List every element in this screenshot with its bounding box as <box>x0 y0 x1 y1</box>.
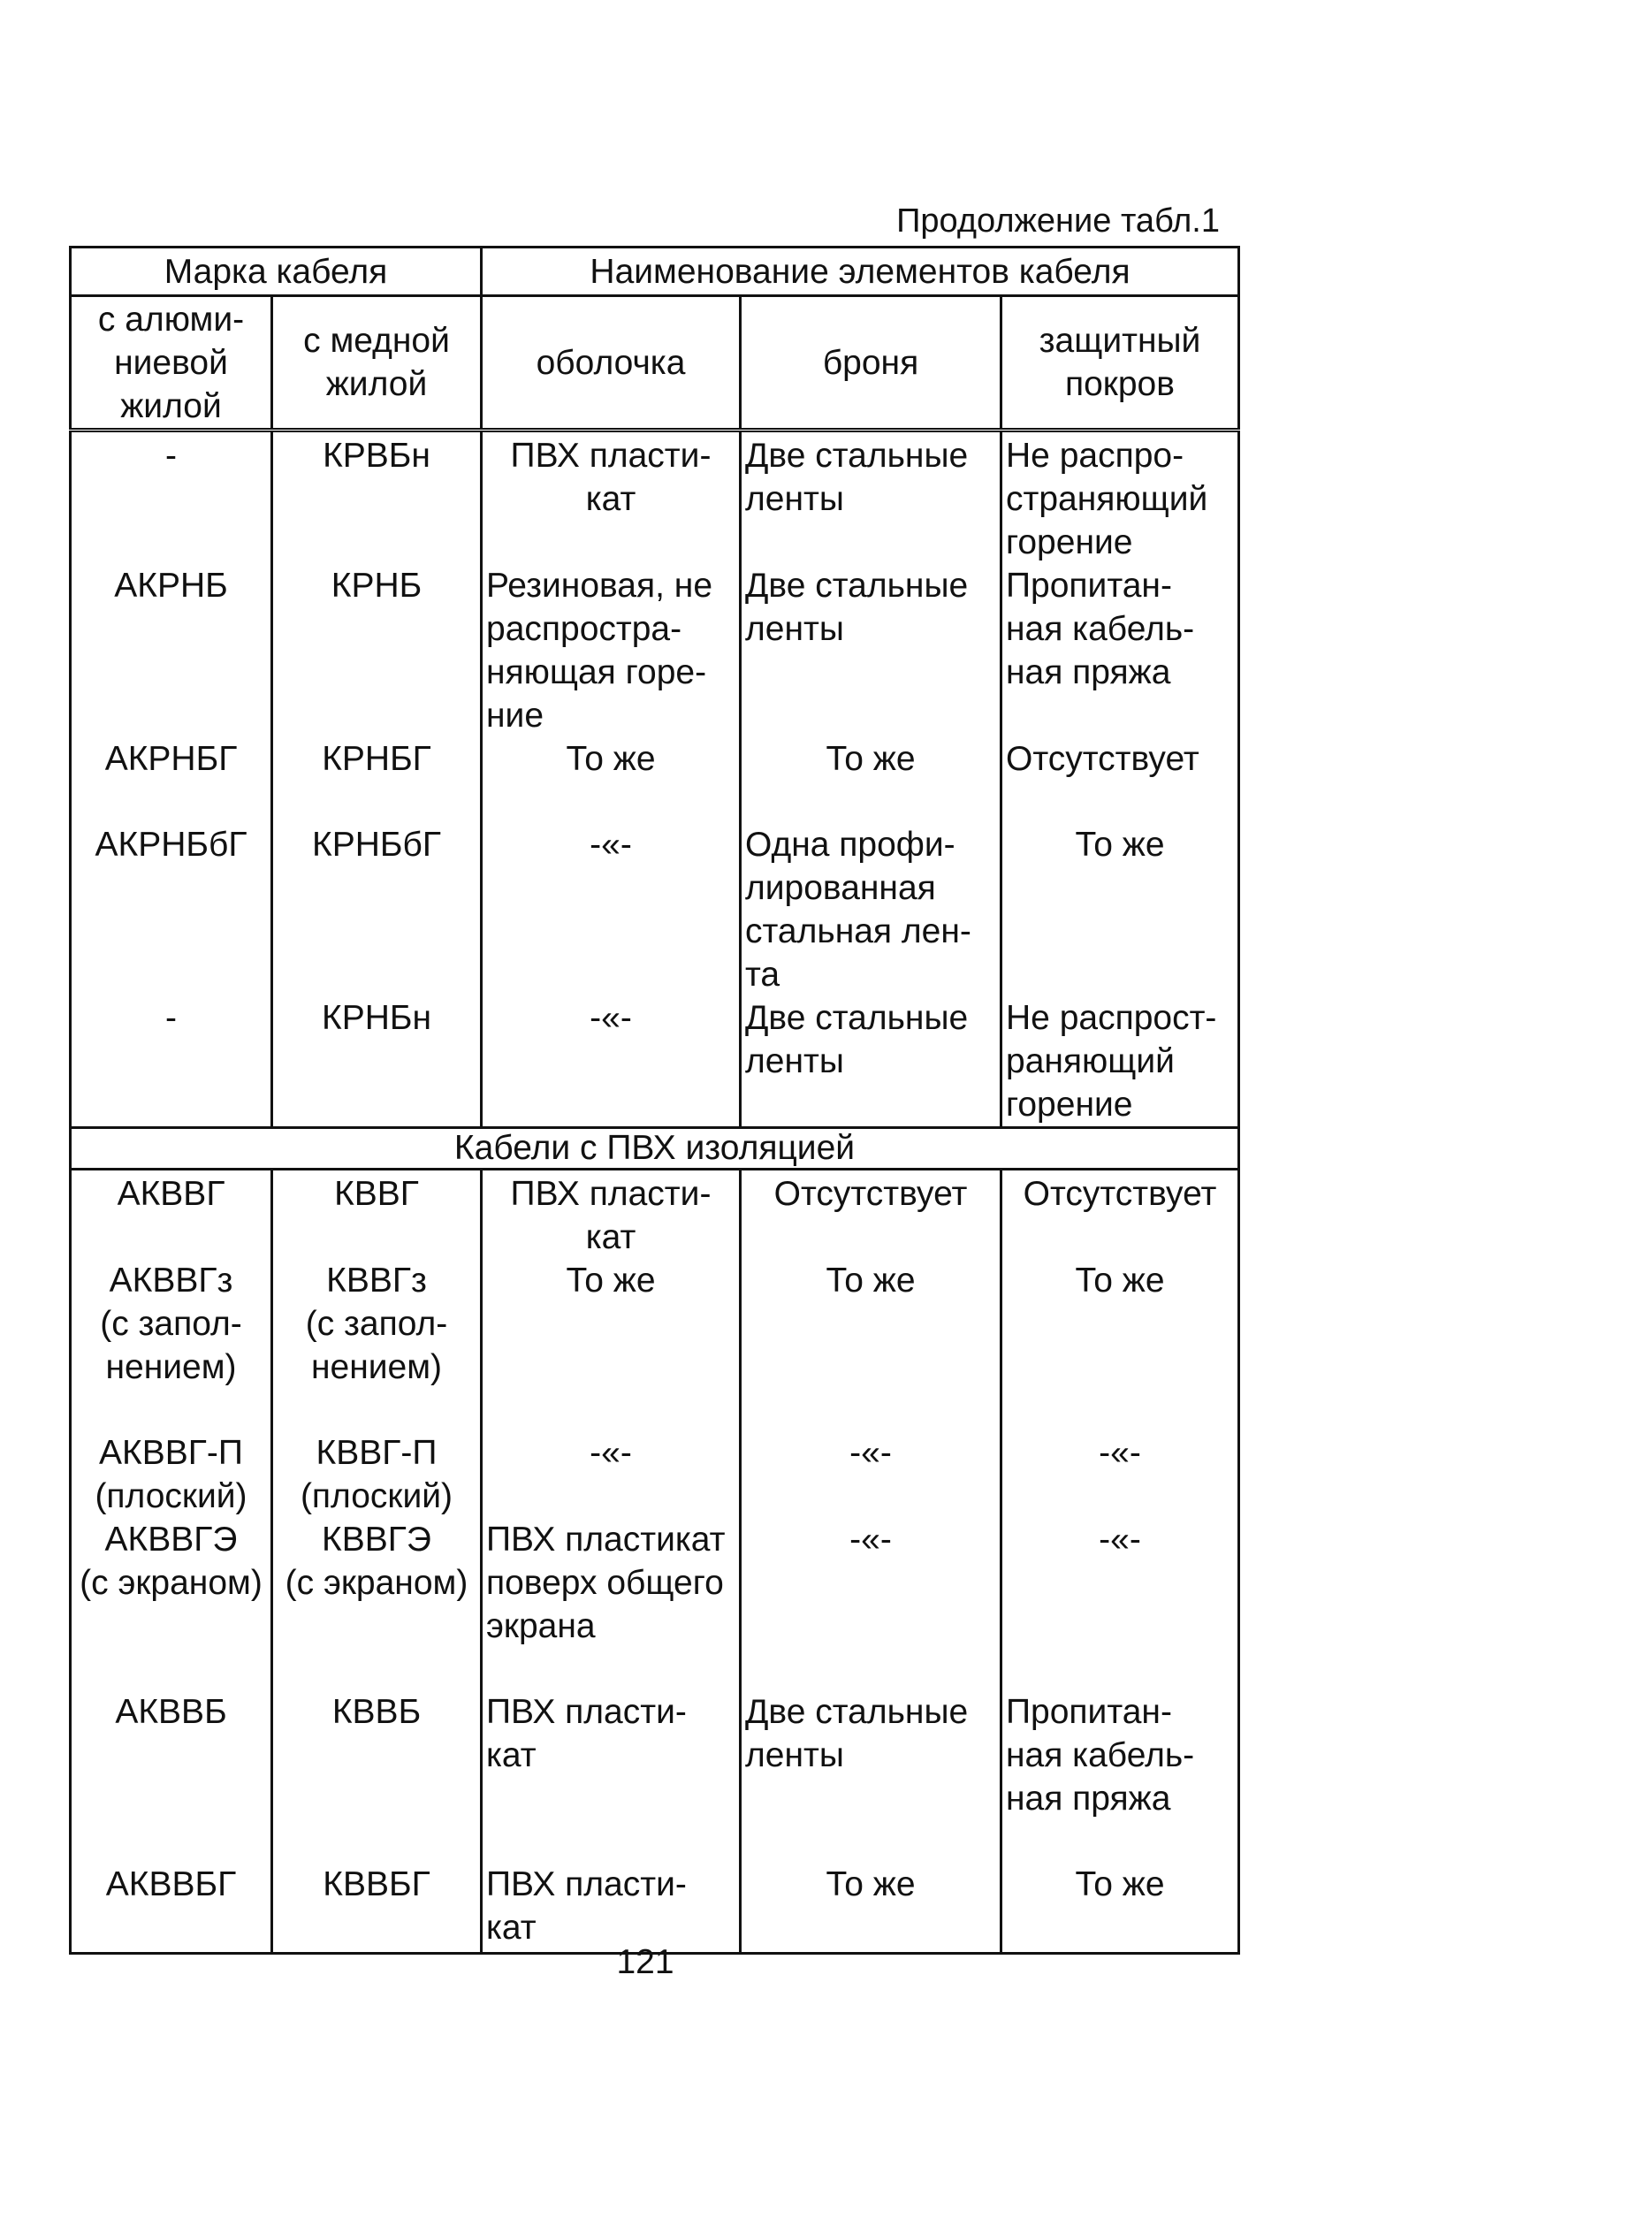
cell-aluminum-brand: АКВВГз (с запол- нением) <box>71 1259 272 1431</box>
cell-aluminum-brand: - <box>71 431 272 565</box>
cell-copper-brand: КВВГз (с запол- нением) <box>272 1259 482 1431</box>
cell-aluminum-brand: АКРНБ <box>71 564 272 737</box>
cell-protective-cover: -«- <box>1001 1518 1239 1690</box>
header-col-cover: защитный покров <box>1001 296 1239 431</box>
cell-protective-cover: То же <box>1001 1259 1239 1431</box>
cell-sheath: -«- <box>482 996 741 1128</box>
cell-aluminum-brand: АКВВБГ <box>71 1863 272 1954</box>
cell-copper-brand: КВВГЭ (с экраном) <box>272 1518 482 1690</box>
cell-armor: Две стальные ленты <box>741 1690 1001 1863</box>
header-cable-brand: Марка кабеля <box>71 248 482 296</box>
cell-sheath: ПВХ пласти- кат <box>482 1690 741 1863</box>
header-col-sheath: оболочка <box>482 296 741 431</box>
cell-armor: Две стальные ленты <box>741 996 1001 1128</box>
cable-spec-table <box>69 246 1240 1955</box>
cell-armor: -«- <box>741 1518 1001 1690</box>
table-row <box>71 823 1239 996</box>
section-title-pvc-insulation: Кабели с ПВХ изоляцией <box>71 1128 1239 1170</box>
table-row <box>71 431 1239 565</box>
table-row <box>71 737 1239 823</box>
cell-armor: То же <box>741 1863 1001 1954</box>
table-caption: Продолжение табл.1 <box>896 202 1220 240</box>
cell-copper-brand: КВВБГ <box>272 1863 482 1954</box>
header-cable-elements: Наименование элементов кабеля <box>482 248 1239 296</box>
cell-copper-brand: КВВГ-П (плоский) <box>272 1431 482 1518</box>
cell-copper-brand: КРВБн <box>272 431 482 565</box>
table-row <box>71 1431 1239 1518</box>
cell-sheath: -«- <box>482 823 741 996</box>
table-row <box>71 1863 1239 1954</box>
cell-copper-brand: КРНБГ <box>272 737 482 823</box>
cell-protective-cover: То же <box>1001 1863 1239 1954</box>
cell-sheath: ПВХ пласти- кат <box>482 431 741 565</box>
cell-armor: Одна профи- лированная стальная лен- та <box>741 823 1001 996</box>
cell-sheath: То же <box>482 1259 741 1431</box>
cell-armor: -«- <box>741 1431 1001 1518</box>
header-col-aluminum: с алюми- ниевой жилой <box>71 296 272 431</box>
cell-aluminum-brand: АКВВГ-П (плоский) <box>71 1431 272 1518</box>
cell-protective-cover: Пропитан- ная кабель- ная пряжа <box>1001 1690 1239 1863</box>
cell-armor: Две стальные ленты <box>741 431 1001 565</box>
cell-sheath: ПВХ пластикат поверх общего экрана <box>482 1518 741 1690</box>
table-row <box>71 564 1239 737</box>
section-heading-row <box>71 1128 1239 1170</box>
cell-copper-brand: КРНБ <box>272 564 482 737</box>
cell-sheath: -«- <box>482 1431 741 1518</box>
cell-protective-cover: Не распро- страняющий горение <box>1001 431 1239 565</box>
cell-copper-brand: КВВГ <box>272 1170 482 1260</box>
cell-aluminum-brand: - <box>71 996 272 1128</box>
cell-protective-cover: То же <box>1001 823 1239 996</box>
header-columns-row <box>71 296 1239 431</box>
header-col-armor: броня <box>741 296 1001 431</box>
cell-armor: Отсутствует <box>741 1170 1001 1260</box>
cell-aluminum-brand: АКРНБбГ <box>71 823 272 996</box>
cell-protective-cover: Отсутствует <box>1001 1170 1239 1260</box>
page-number: 121 <box>616 1943 674 1981</box>
cell-aluminum-brand: АКРНБГ <box>71 737 272 823</box>
cell-armor: То же <box>741 737 1001 823</box>
header-group-row <box>71 248 1239 296</box>
cell-protective-cover: Не распрост- раняющий горение <box>1001 996 1239 1128</box>
cell-copper-brand: КРНБбГ <box>272 823 482 996</box>
cell-sheath: ПВХ пласти- кат <box>482 1863 741 1954</box>
cell-protective-cover: -«- <box>1001 1431 1239 1518</box>
cell-armor: То же <box>741 1259 1001 1431</box>
cell-sheath: То же <box>482 737 741 823</box>
cell-aluminum-brand: АКВВГ <box>71 1170 272 1260</box>
table-row <box>71 1518 1239 1690</box>
table-row <box>71 1259 1239 1431</box>
cell-sheath: ПВХ пласти- кат <box>482 1170 741 1260</box>
cell-copper-brand: КРНБн <box>272 996 482 1128</box>
cell-copper-brand: КВВБ <box>272 1690 482 1863</box>
table-row <box>71 996 1239 1128</box>
cell-protective-cover: Отсутствует <box>1001 737 1239 823</box>
cell-protective-cover: Пропитан- ная кабель- ная пряжа <box>1001 564 1239 737</box>
table-row <box>71 1170 1239 1260</box>
cell-aluminum-brand: АКВВГЭ (с экраном) <box>71 1518 272 1690</box>
cell-sheath: Резиновая, не распростра- няющая горе- ние <box>482 564 741 737</box>
cell-aluminum-brand: АКВВБ <box>71 1690 272 1863</box>
table-row <box>71 1690 1239 1863</box>
cell-armor: Две стальные ленты <box>741 564 1001 737</box>
header-col-copper: с медной жилой <box>272 296 482 431</box>
